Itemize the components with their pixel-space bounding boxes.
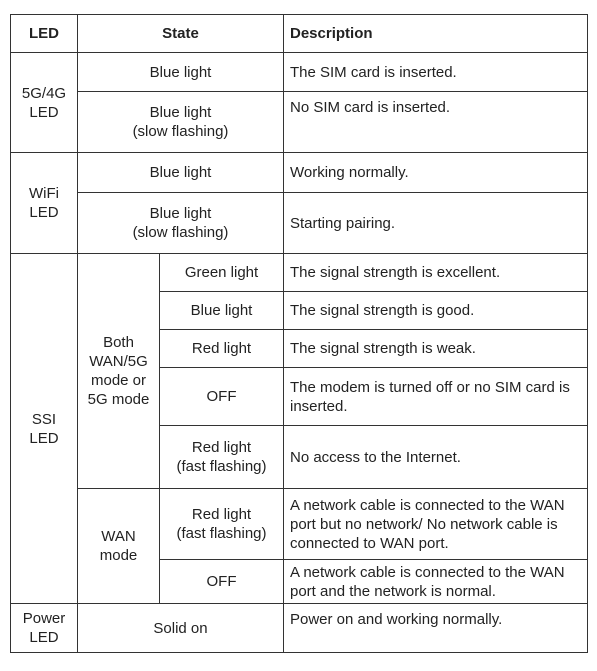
led-wifi-label: WiFi LED — [11, 153, 78, 254]
header-led: LED — [11, 15, 78, 53]
description-cell: A network cable is connected to the WAN port but no network/ No network cable is connected to WAN port. — [284, 489, 588, 560]
state-cell: Red light (fast flashing) — [160, 489, 284, 560]
header-state: State — [78, 15, 284, 53]
state-cell: Blue light (slow flashing) — [78, 193, 284, 254]
description-cell: A network cable is connected to the WAN port and the network is normal. — [284, 560, 588, 604]
description-cell: Working normally. — [284, 153, 588, 193]
table-row — [11, 604, 588, 653]
led-ssi-label: SSI LED — [11, 254, 78, 604]
state-cell: OFF — [160, 368, 284, 426]
table-row — [11, 489, 588, 560]
description-cell: The signal strength is good. — [284, 292, 588, 330]
description-cell: The modem is turned off or no SIM card is inserted. — [284, 368, 588, 426]
header-description: Description — [284, 15, 588, 53]
state-cell: Blue light — [78, 153, 284, 193]
description-cell: The signal strength is weak. — [284, 330, 588, 368]
description-cell: No SIM card is inserted. — [284, 92, 588, 153]
description-cell: The SIM card is inserted. — [284, 53, 588, 92]
led-power-label: Power LED — [11, 604, 78, 653]
description-cell: Power on and working normally. — [284, 604, 588, 653]
state-cell: Solid on — [78, 604, 284, 653]
led-5g-label: 5G/4G LED — [11, 53, 78, 153]
table-row — [11, 254, 588, 292]
description-cell: No access to the Internet. — [284, 426, 588, 489]
state-cell: Green light — [160, 254, 284, 292]
state-cell: Red light (fast flashing) — [160, 426, 284, 489]
state-cell: Blue light — [160, 292, 284, 330]
mode-both-label: Both WAN/5G mode or 5G mode — [78, 254, 160, 489]
table-row — [11, 92, 588, 153]
mode-wan-label: WAN mode — [78, 489, 160, 604]
table-row — [11, 53, 588, 92]
table-row — [11, 153, 588, 193]
state-cell: Blue light (slow flashing) — [78, 92, 284, 153]
header-row — [11, 15, 588, 53]
led-status-table — [10, 14, 588, 653]
description-cell: The signal strength is excellent. — [284, 254, 588, 292]
state-cell: OFF — [160, 560, 284, 604]
table-row — [11, 193, 588, 254]
description-cell: Starting pairing. — [284, 193, 588, 254]
state-cell: Blue light — [78, 53, 284, 92]
state-cell: Red light — [160, 330, 284, 368]
